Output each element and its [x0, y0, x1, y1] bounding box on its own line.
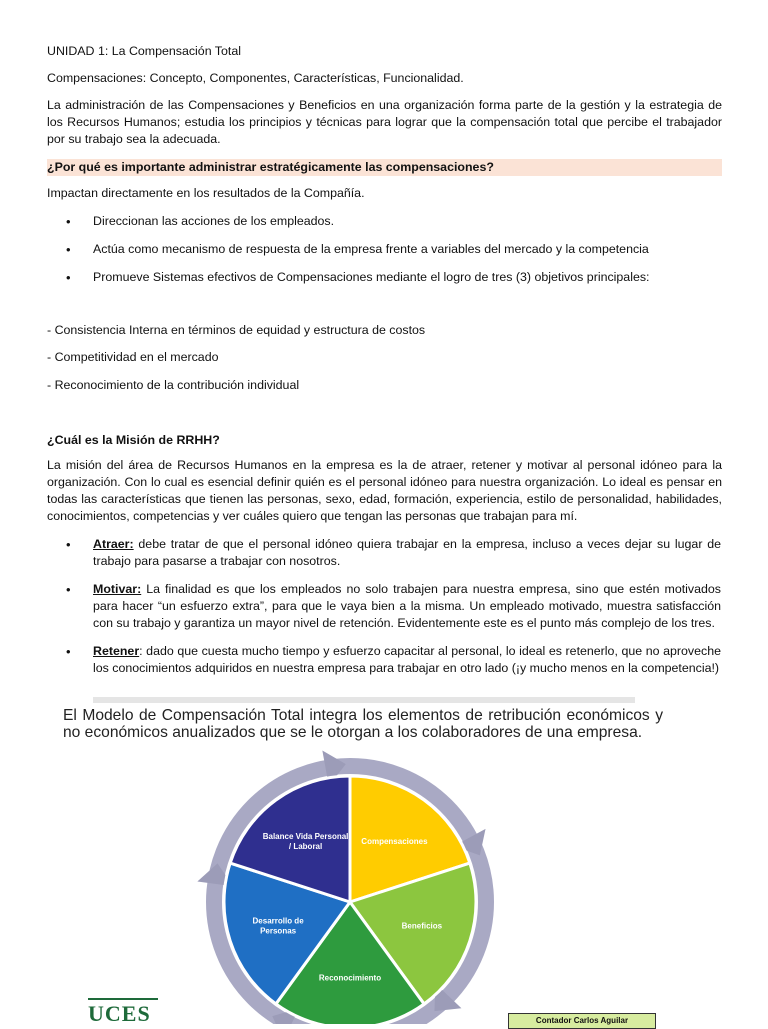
question-mission: ¿Cuál es la Misión de RRHH? [47, 433, 220, 447]
mission-item-motivar [93, 581, 721, 632]
wheel-segment-label: Beneficios [401, 921, 443, 931]
term-atraer: Atraer: [93, 537, 134, 551]
wheel-segment-label: Balance Vida Personal / Laboral [262, 831, 349, 851]
term-motivar: Motivar: [93, 582, 142, 596]
total-compensation-figure [58, 697, 666, 1024]
mission-paragraph: La misión del área de Recursos Humanos en la empresa es la de atraer, retener y motivar al personal idóneo para la organización. Con lo cual es esencial definir quién es el personal idóneo para nuestra organización. Lo ideal es pensar en todas las características que tienen las personas, sexo, edad, formación, experiencia, estilo de personalidad, habilidades, conocimientos, competencias y ver cuáles quiero que tengan las personas que trabajan para mí. [47, 458, 722, 523]
term-retener: Retener [93, 644, 140, 658]
bullet-marker: • [66, 582, 71, 597]
logo-rule [88, 998, 158, 1000]
wheel-segment-label: Compensaciones [361, 836, 428, 846]
bullet-marker: • [66, 644, 71, 659]
mission-item-atraer [93, 536, 721, 570]
desc-atraer: debe tratar de que el personal idóneo quiera trabajar en la empresa, incluso a veces dejar su lugar de trabajo para pasarse a trabajar con nosotros. [93, 537, 721, 568]
author-box: Contador Carlos Aguilar [508, 1013, 656, 1029]
objective-item: - Competitividad en el mercado [47, 350, 219, 364]
figure-title: El Modelo de Compensación Total integra los elementos de retribución económicos y no económicos anualizados que se le otorgan a los colaboradores de una empresa. [63, 707, 663, 741]
bullet-item: Direccionan las acciones de los empleados. [93, 214, 335, 228]
bullet-marker: • [66, 242, 71, 257]
mission-item-retener [93, 643, 721, 677]
impact-line: Impactan directamente en los resultados de la Compañía. [47, 186, 365, 200]
bullet-marker: • [66, 214, 71, 229]
objective-item: - Reconocimiento de la contribución individual [47, 378, 300, 392]
subheading: Compensaciones: Concepto, Componentes, Características, Funcionalidad. [47, 71, 464, 85]
bullet-marker: • [66, 270, 71, 285]
objective-item: - Consistencia Interna en términos de equidad y estructura de costos [47, 323, 426, 337]
compensation-wheel [58, 697, 666, 1024]
desc-motivar: La finalidad es que los empleados no solo trabajen para nuestra empresa, sino que estén motivados para hacer “un esfuerzo extra”, para que le vaya bien a la misma. Un empleado motivado, muestra satisfacción con su trabajo y garantiza un mayor nivel de retención. Evidentemente este es el punto más complejo de los tres. [93, 582, 721, 630]
bullet-marker: • [66, 537, 71, 552]
bullet-item: Promueve Sistemas efectivos de Compensaciones mediante el logro de tres (3) objetivos principales: [93, 270, 650, 284]
uces-logo: UCES [88, 1001, 151, 1026]
bullet-item: Actúa como mecanismo de respuesta de la empresa frente a variables del mercado y la competencia [93, 242, 649, 256]
question-strategic: ¿Por qué es importante administrar estratégicamente las compensaciones? [47, 159, 722, 176]
wheel-segment-label: Reconocimiento [318, 973, 382, 983]
intro-paragraph: La administración de las Compensaciones y Beneficios en una organización forma parte de la gestión y la estrategia de los Recursos Humanos; estudia los principios y técnicas para lograr que la compensación total que percibe el trabajador por su trabajo sea la adecuada. [47, 98, 722, 146]
wheel-segment-label: Desarrollo de Personas [252, 916, 304, 936]
desc-retener: : dado que cuesta mucho tiempo y esfuerzo capacitar al personal, lo ideal es retenerlo, que no aproveche los conocimientos adquiridos en nuestra empresa para trabajar en otro lado (¡y mucho menos en la competencia!) [93, 644, 721, 675]
unit-heading: UNIDAD 1: La Compensación Total [47, 44, 241, 58]
